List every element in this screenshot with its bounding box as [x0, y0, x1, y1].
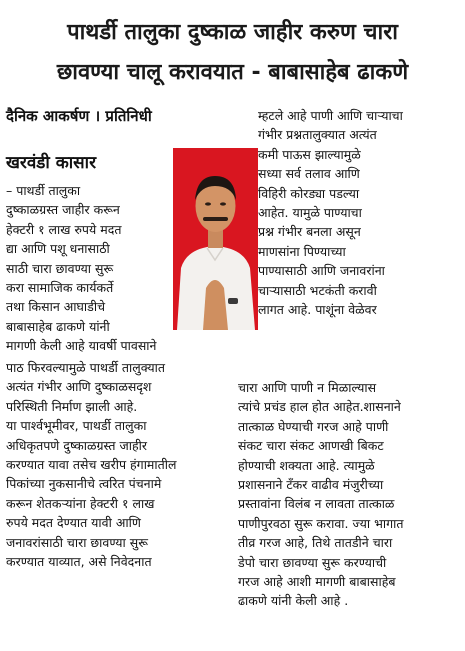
body-line: हेक्टरी १ लाख रुपये मदत	[6, 221, 122, 237]
body-line: लागत आहे. पाशूंना वेळेवर	[258, 302, 377, 318]
body-line: रुपये मदत देण्यात यावी आणि	[6, 515, 141, 531]
body-line: पाठ फिरवल्यामुळे पाथर्डी तालुक्यात	[6, 360, 166, 375]
portrait-photo	[173, 148, 258, 330]
headline-line-1: पाथर्डी तालुका दुष्काळ जाहीर करुण चारा	[67, 20, 398, 45]
portrait-illustration	[173, 148, 258, 330]
body-line: तीव्र गरज आहे, तिथे तातडीने चारा	[238, 535, 393, 551]
body-line: गरज आहे आशी मागणी बाबासाहेब	[238, 574, 396, 590]
headline-line-2: छावण्या चालू करावयात - बाबासाहेब ढाकणे	[56, 60, 409, 85]
dateline: दैनिक आकर्षण । प्रतिनिधी	[6, 107, 152, 125]
body-column-c	[258, 106, 463, 319]
body-line: पाणीपुरवठा सुरू करावा. ज्या भागात	[238, 515, 404, 531]
body-line: करण्यात याव्यात, असे निवेदनात	[6, 554, 152, 570]
body-line: करण्यात यावा तसेच खरीप हंगामातील	[6, 457, 177, 473]
body-line: त्यांचे प्रचंड हाल होत आहेत.शासनाने	[238, 399, 401, 415]
place-name: खरवंडी कासार	[6, 153, 97, 173]
body-line: बाबासाहेब ढाकणे यांनी	[6, 318, 110, 334]
body-line: तात्काळ घेण्याची गरज आहे पाणी	[238, 418, 389, 434]
body-line: सध्या सर्व तलाव आणि	[258, 166, 360, 182]
body-line: विहिरी कोरड्या पडल्या	[258, 185, 360, 201]
body-line: पाण्यासाठी आणि जनावरांना	[258, 263, 385, 279]
body-line: आहेत. यामुळे पाण्याचा	[258, 205, 362, 221]
body-line: दुष्काळग्रस्त जाहीर करून	[6, 202, 120, 218]
body-line: प्रशासनाने टँकर वाढीव मंजुरीच्या	[238, 477, 384, 493]
body-column-a	[6, 181, 166, 356]
body-line: पिकांच्या नुकसानीचे त्वरित पंचनामे	[6, 476, 162, 492]
body-line: गंभीर प्रश्नतालुक्यात अत्यंत	[258, 127, 377, 143]
body-line: चारा आणि पाणी न मिळाल्यास	[238, 380, 377, 395]
body-line: प्रस्तावांना विलंब न लावता तात्काळ	[238, 496, 395, 512]
body-line: होण्याची शक्यता आहे. त्यामुळे	[238, 457, 375, 473]
body-line: करा सामाजिक कार्यकर्ते	[6, 280, 114, 296]
body-line: चाऱ्यासाठी भटकंती करावी	[258, 282, 377, 298]
body-line: मागणी केली आहे यावर्षी पावसाने	[6, 338, 157, 354]
body-line: या पार्श्वभूमीवर, पाथर्डी तालुका	[6, 418, 147, 434]
body-line: करून शेतकऱ्यांना हेक्टरी १ लाख	[6, 495, 155, 511]
body-line: माणसांना पिण्याच्या	[258, 243, 346, 259]
body-line: संकट चारा संकट आणखी बिकट	[238, 438, 384, 454]
body-column-b	[6, 358, 236, 571]
body-line: द्या आणि पशू धनासाठी	[6, 241, 110, 257]
body-line: ढाकणे यांनी केली आहे .	[238, 593, 349, 609]
body-line: तथा किसान आघाडीचे	[6, 299, 106, 315]
body-line: – पाथर्डी तालुका	[6, 183, 81, 198]
body-line: प्रश्न गंभीर बनला असून	[258, 224, 361, 240]
body-line: अधिकृतपणे दुष्काळग्रस्त जाहीर	[6, 437, 147, 453]
body-column-d	[238, 378, 463, 611]
body-line: परिस्थिती निर्माण झाली आहे.	[6, 398, 138, 414]
body-line: डेपो चारा छावण्या सुरू करण्याची	[238, 554, 387, 570]
body-line: म्हटले आहे पाणी आणि चाऱ्याचा	[258, 108, 403, 123]
body-line: साठी चारा छावण्या सुरू	[6, 260, 114, 276]
body-line: जनावरांसाठी चारा छावण्या सुरू	[6, 534, 148, 550]
body-line: अत्यंत गंभीर आणि दुष्काळसदृश	[6, 379, 152, 395]
body-line: कमी पाऊस झाल्यामुळे	[258, 146, 361, 162]
